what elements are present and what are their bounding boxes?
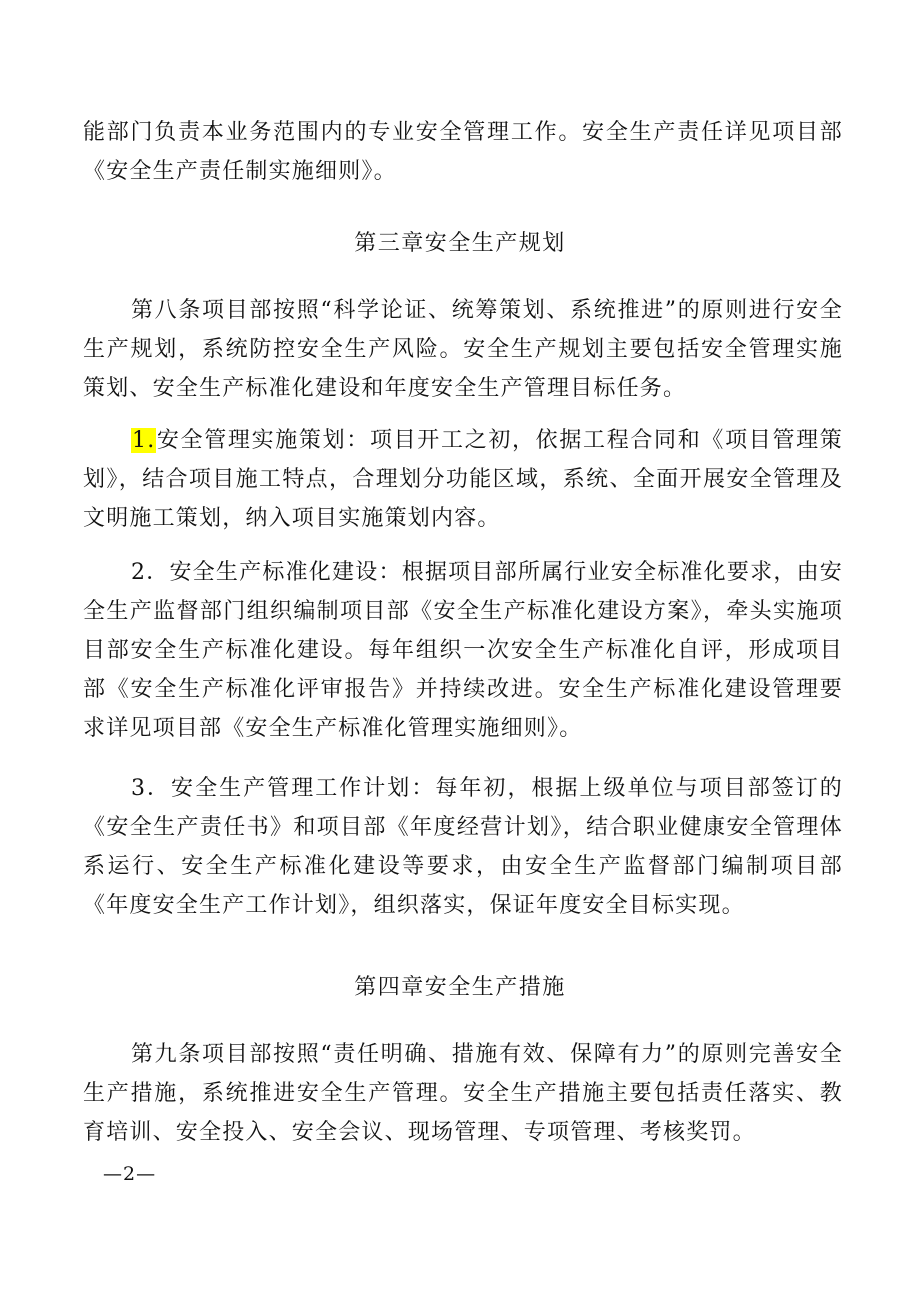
page-number: —2— [103,1163,157,1185]
chapter-3-heading: 第三章安全生产规划 [354,231,566,256]
intro-paragraph: 能部门负责本业务范围内的专业安全管理工作。安全生产责任详见项目部《安全生产责任制实施细则》。 [83,120,843,184]
article-8-paragraph: 第八条项目部按照“科学论证、统筹策划、系统推进”的原则进行安全生产规划，系统防控安全生产风险。安全生产规划主要包括安全管理实施策划、安全生产标准化建设和年度安全生产管理目标任务。 [83,298,843,401]
chapter-4-heading: 第四章安全生产措施 [354,975,566,1000]
item-2-paragraph: 2．安全生产标准化建设：根据项目部所属行业安全标准化要求，由安全生产监督部门组织编制项目部《安全生产标准化建设方案》，牵头实施项目部安全生产标准化建设。每年组织一次安全生产标准化自评，形成项目部《安全生产标准化评审报告》并持续改进。安全生产标准化建设管理要求详见项目部《安全生产标准化管理实施细则》。 [83,560,843,741]
item-1-number-highlighted: 1. [132,428,156,453]
item-1-paragraph [83,421,843,538]
item-3-paragraph: 3．安全生产管理工作计划：每年初，根据上级单位与项目部签订的《安全生产责任书》和项目部《年度经营计划》，结合职业健康安全管理体系运行、安全生产标准化建设等要求，由安全生产监督部门编制项目部《年度安全生产工作计划》，组织落实，保证年度安全目标实现。 [83,776,843,918]
item-1-text: 安全管理实施策划：项目开工之初，依据工程合同和《项目管理策划》，结合项目施工特点，合理划分功能区域，系统、全面开展安全管理及文明施工策划，纳入项目实施策划内容。 [83,428,843,531]
article-9-paragraph: 第九条项目部按照“责任明确、措施有效、保障有力”的原则完善安全生产措施，系统推进安全生产管理。安全生产措施主要包括责任落实、教育培训、安全投入、安全会议、现场管理、专项管理、考核奖罚。 [83,1042,843,1145]
